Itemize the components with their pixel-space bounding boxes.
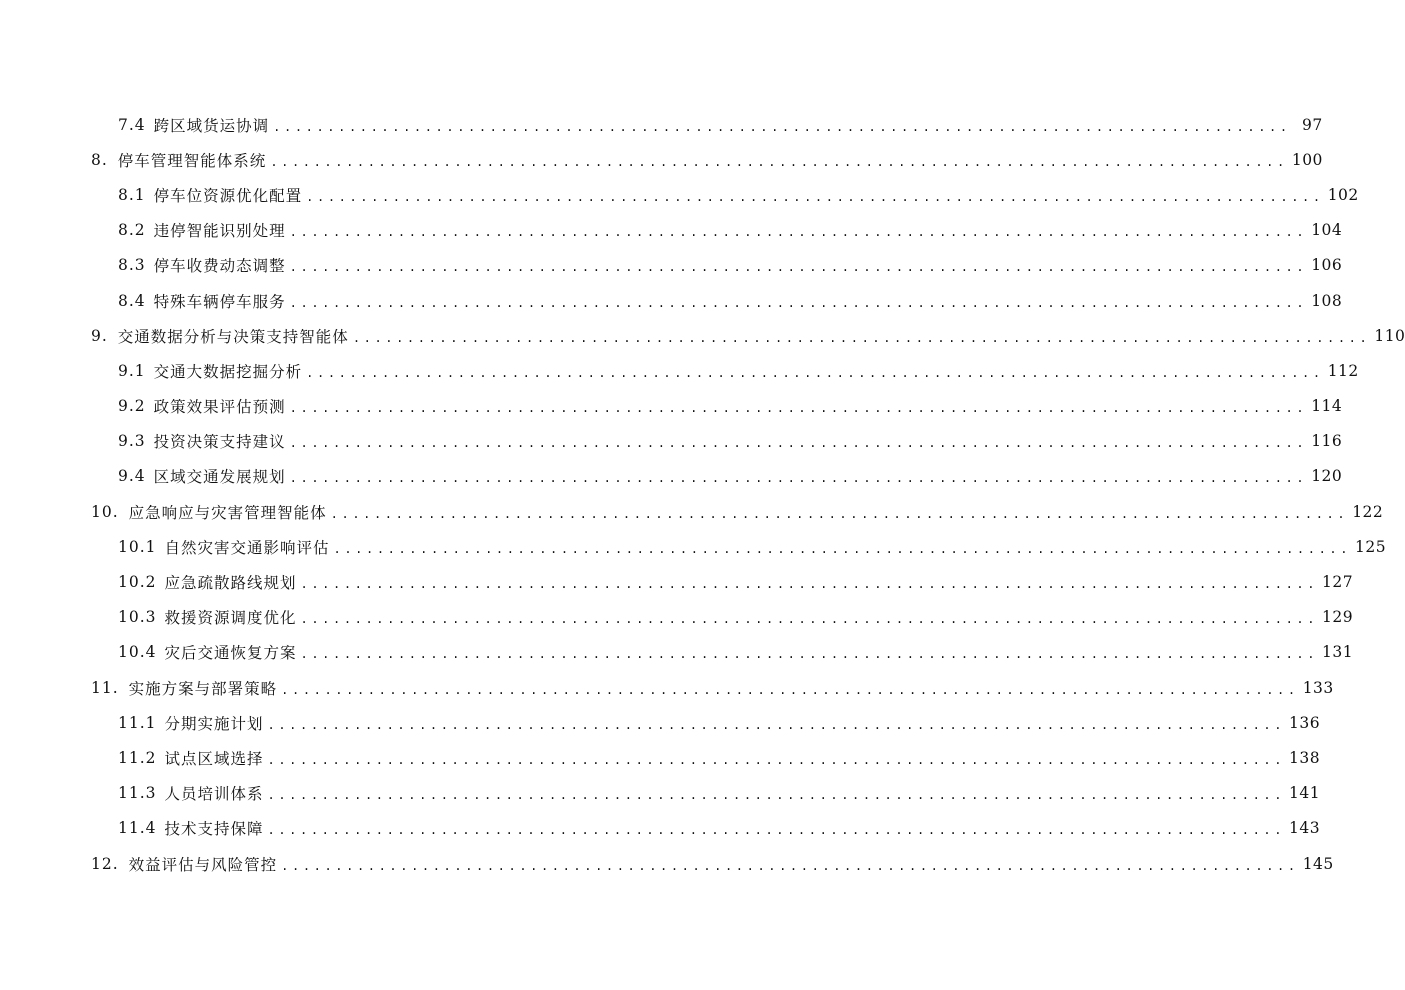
toc-entry-number: 8.2 <box>118 221 146 240</box>
toc-entry-page: 120 <box>1311 467 1343 486</box>
toc-entry-title: 停车管理智能体系统 <box>117 151 267 170</box>
dot-leader: .............................................................................................. <box>300 577 1319 592</box>
toc-entry-title: 特殊车辆停车服务 <box>153 292 286 311</box>
dot-leader: .............................................................................................. <box>289 260 1308 275</box>
toc-entry-page: 100 <box>1291 150 1323 169</box>
toc-entry-number: 12. <box>91 854 119 873</box>
toc-entry-page: 112 <box>1327 361 1359 380</box>
toc-entry-title: 停车收费动态调整 <box>153 257 286 276</box>
toc-entry-page: 145 <box>1302 854 1334 873</box>
dot-leader: .............................................................................................. <box>267 788 1286 803</box>
table-of-contents <box>0 107 1405 881</box>
toc-entry-page: 138 <box>1289 748 1321 767</box>
toc-entry-number: 9.4 <box>118 467 146 486</box>
toc-entry-number: 10.1 <box>118 537 157 556</box>
toc-entry[interactable] <box>0 740 1321 775</box>
toc-entry-title: 效益评估与风险管控 <box>128 855 278 874</box>
toc-entry[interactable] <box>0 213 1343 248</box>
toc-entry[interactable] <box>0 459 1343 494</box>
toc-entry-title: 交通数据分析与决策支持智能体 <box>117 327 349 346</box>
toc-entry-title: 灾后交通恢复方案 <box>164 644 297 663</box>
dot-leader: .............................................................................................. <box>289 295 1308 310</box>
toc-entry-page: 108 <box>1311 291 1343 310</box>
toc-entry-page: 97 <box>1301 115 1323 134</box>
toc-entry-title: 停车位资源优化配置 <box>153 186 303 205</box>
dot-leader: .............................................................................................. <box>330 506 1349 521</box>
toc-entry-number: 11.1 <box>118 713 157 732</box>
toc-entry-number: 8.1 <box>118 185 146 204</box>
toc-entry-number: 11.4 <box>118 819 157 838</box>
toc-entry-page: 114 <box>1311 397 1343 416</box>
toc-entry-title: 应急响应与灾害管理智能体 <box>128 503 327 522</box>
toc-entry-title: 自然灾害交通影响评估 <box>164 538 330 557</box>
toc-entry[interactable] <box>0 424 1343 459</box>
toc-entry-title: 人员培训体系 <box>164 785 264 804</box>
toc-entry-page: 104 <box>1311 221 1343 240</box>
toc-entry-number: 10.2 <box>118 573 157 592</box>
toc-entry-title: 应急疏散路线规划 <box>164 574 297 593</box>
toc-entry[interactable] <box>0 635 1354 670</box>
toc-entry[interactable] <box>0 353 1359 388</box>
toc-entry[interactable] <box>0 529 1387 564</box>
dot-leader: .............................................................................................. <box>273 119 1291 134</box>
dot-leader: .............................................................................................. <box>267 717 1286 732</box>
toc-entry[interactable] <box>0 564 1354 599</box>
toc-entry-title: 跨区域货运协调 <box>153 116 270 135</box>
dot-leader: .............................................................................................. <box>281 858 1299 873</box>
dot-leader: .............................................................................................. <box>289 225 1308 240</box>
toc-entry-title: 违停智能识别处理 <box>153 222 286 241</box>
toc-entry-page: 127 <box>1322 573 1354 592</box>
toc-entry-number: 8.3 <box>118 256 146 275</box>
toc-entry-page: 129 <box>1322 608 1354 627</box>
toc-entry-page: 102 <box>1327 185 1359 204</box>
dot-leader: .............................................................................................. <box>306 365 1324 380</box>
toc-entry-number: 9.1 <box>118 361 146 380</box>
toc-entry-number: 11.2 <box>118 748 157 767</box>
toc-entry[interactable] <box>0 846 1334 881</box>
toc-entry[interactable] <box>0 494 1384 529</box>
dot-leader: .............................................................................................. <box>289 436 1308 451</box>
toc-entry-page: 125 <box>1355 537 1387 556</box>
dot-leader: .............................................................................................. <box>289 401 1308 416</box>
dot-leader: .............................................................................................. <box>352 330 1371 345</box>
toc-entry[interactable] <box>0 283 1343 318</box>
toc-entry[interactable] <box>0 107 1323 142</box>
toc-entry[interactable] <box>0 248 1343 283</box>
toc-entry-page: 106 <box>1311 256 1343 275</box>
dot-leader: .............................................................................................. <box>270 154 1288 169</box>
toc-entry-number: 11. <box>91 678 119 697</box>
toc-entry-title: 实施方案与部署策略 <box>128 679 278 698</box>
toc-entry[interactable] <box>0 177 1359 212</box>
toc-entry-number: 10.3 <box>118 608 157 627</box>
toc-entry-number: 7.4 <box>118 115 146 134</box>
dot-leader: .............................................................................................. <box>289 471 1308 486</box>
dot-leader: .............................................................................................. <box>267 752 1286 767</box>
toc-entry-number: 11.3 <box>118 784 157 803</box>
toc-entry-number: 8. <box>91 150 108 169</box>
toc-entry[interactable] <box>0 389 1343 424</box>
toc-entry-title: 试点区域选择 <box>164 749 264 768</box>
toc-entry-page: 122 <box>1352 502 1384 521</box>
dot-leader: .............................................................................................. <box>267 823 1286 838</box>
dot-leader: .............................................................................................. <box>306 189 1324 204</box>
toc-entry-title: 政策效果评估预测 <box>153 398 286 417</box>
toc-entry-page: 141 <box>1289 784 1321 803</box>
toc-entry-number: 10. <box>91 502 119 521</box>
dot-leader: .............................................................................................. <box>300 612 1319 627</box>
toc-entry[interactable] <box>0 811 1321 846</box>
toc-entry-page: 116 <box>1311 432 1343 451</box>
dot-leader: .............................................................................................. <box>300 647 1319 662</box>
toc-entry[interactable] <box>0 670 1334 705</box>
toc-entry-title: 区域交通发展规划 <box>153 468 286 487</box>
toc-entry-number: 10.4 <box>118 643 157 662</box>
toc-entry-title: 交通大数据挖掘分析 <box>153 362 303 381</box>
toc-entry-page: 110 <box>1374 326 1405 345</box>
toc-entry-page: 133 <box>1302 678 1334 697</box>
toc-entry[interactable] <box>0 705 1321 740</box>
toc-entry-title: 救援资源调度优化 <box>164 609 297 628</box>
toc-entry[interactable] <box>0 776 1321 811</box>
toc-entry-number: 9. <box>91 326 108 345</box>
dot-leader: .............................................................................................. <box>333 541 1352 556</box>
toc-entry[interactable] <box>0 142 1323 177</box>
dot-leader: .............................................................................................. <box>281 682 1299 697</box>
toc-entry-title: 投资决策支持建议 <box>153 433 286 452</box>
toc-entry-page: 143 <box>1289 819 1321 838</box>
toc-entry-title: 技术支持保障 <box>164 820 264 839</box>
toc-entry-page: 136 <box>1289 713 1321 732</box>
toc-entry-page: 131 <box>1322 643 1354 662</box>
toc-entry-number: 8.4 <box>118 291 146 310</box>
toc-entry-number: 9.3 <box>118 432 146 451</box>
toc-entry-number: 9.2 <box>118 397 146 416</box>
toc-entry[interactable] <box>0 600 1354 635</box>
toc-entry[interactable] <box>0 318 1405 353</box>
toc-entry-title: 分期实施计划 <box>164 714 264 733</box>
